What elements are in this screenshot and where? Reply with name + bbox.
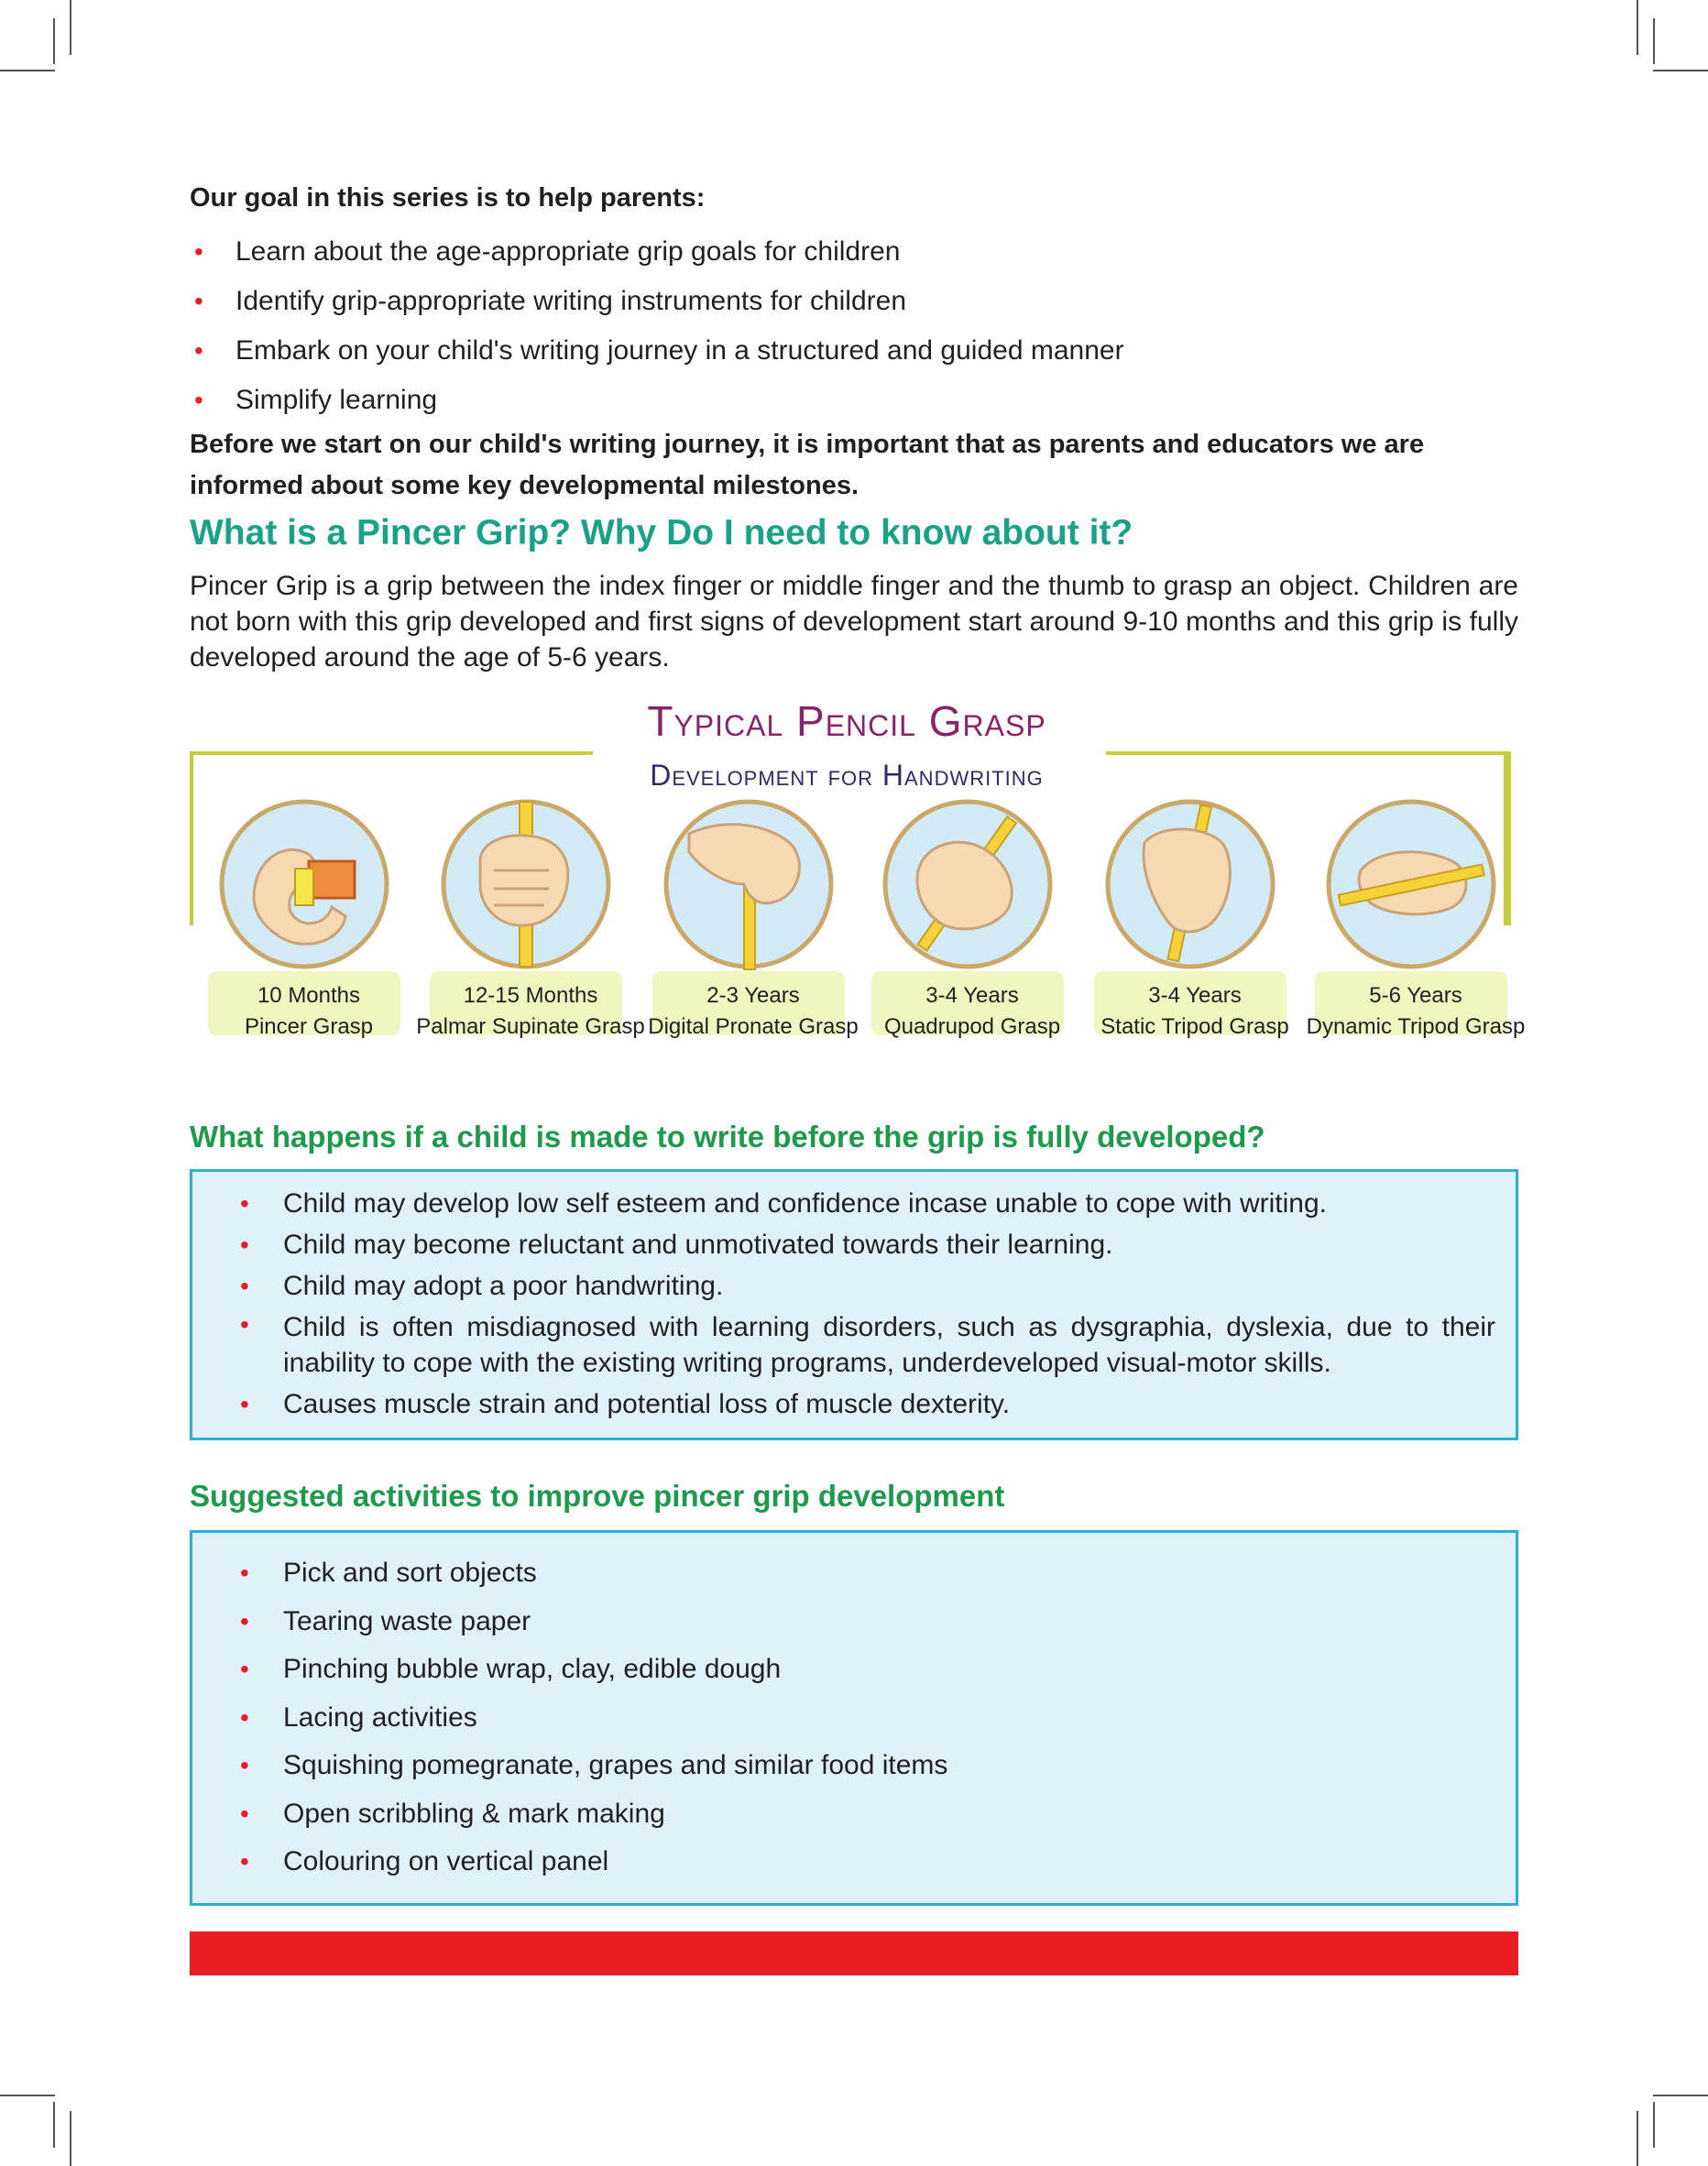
bullet-icon: •: [240, 1606, 249, 1635]
bullet-icon: •: [240, 1231, 249, 1259]
consequences-box: [190, 1169, 1518, 1440]
list-item: • Embark on your child's writing journey in a structured and guided manner: [190, 326, 1124, 376]
bullet-icon: •: [240, 1751, 249, 1779]
static-tripod-icon: [1103, 797, 1277, 971]
crop-mark: [1653, 2095, 1708, 2096]
crop-mark: [70, 0, 71, 55]
list-item: • Learn about the age-appropriate grip goals for children: [190, 227, 1124, 277]
grasp-stage: [862, 797, 1082, 1099]
cube-pinch-icon: [217, 797, 391, 971]
crop-mark: [1637, 0, 1638, 55]
consequences-list: [192, 1183, 1516, 1425]
bullet-icon: •: [240, 1702, 249, 1732]
pronate-grasp-icon: [662, 797, 836, 971]
bullet-icon: •: [240, 1390, 249, 1418]
crop-mark: [53, 18, 55, 64]
list-item: • Tearing waste paper: [192, 1598, 1516, 1646]
bullet-icon: •: [240, 1189, 249, 1218]
bullet-icon: •: [240, 1655, 249, 1683]
fist-grasp-icon: [439, 797, 613, 971]
quadrupod-grasp-icon: [881, 797, 1055, 971]
list-item: • Child may become reluctant and unmotivated towards their learning.: [192, 1224, 1516, 1265]
list-item: • Child is often misdiagnosed with learning disorders, such as dysgraphia, dyslexia, due to their inability to cope with the existing writing programs, underdeveloped visual-motor skills.: [192, 1307, 1516, 1384]
infographic-title: Typical Pencil Grasp: [647, 697, 1046, 745]
activities-list: [192, 1549, 1516, 1887]
bullet-icon: •: [240, 1559, 249, 1587]
grasp-stage: [643, 797, 863, 1099]
list-item: • Simplify learning: [190, 376, 1124, 425]
crop-mark: [0, 70, 55, 71]
bullet-icon: •: [194, 336, 203, 365]
list-item: • Child may develop low self esteem and confidence incase unable to cope with writing.: [192, 1183, 1516, 1224]
list-item: • Pinching bubble wrap, clay, edible dough: [192, 1646, 1516, 1694]
list-item: • Identify grip-appropriate writing instruments for children: [190, 277, 1124, 326]
crop-mark: [1653, 70, 1708, 71]
grasp-stage: [1306, 797, 1526, 1099]
dynamic-tripod-icon: [1324, 797, 1498, 971]
crop-mark: [53, 2102, 55, 2148]
stage-label: 10 Months Pincer Grasp: [244, 983, 374, 1039]
stage-label: 2-3 Years Digital Pronate Grasp: [648, 983, 859, 1039]
grasp-stage: [1085, 797, 1305, 1099]
footer-bar: [190, 1931, 1518, 1975]
crop-mark: [1653, 18, 1655, 64]
grasp-infographic: [190, 696, 1526, 1099]
bullet-icon: •: [194, 237, 203, 266]
crop-mark: [0, 2095, 55, 2096]
bullet-icon: •: [240, 1847, 249, 1876]
stage-label: 3-4 Years Static Tripod Grasp: [1100, 983, 1289, 1039]
bullet-icon: •: [240, 1310, 249, 1339]
grasp-stage: [416, 797, 645, 1099]
list-item: • Lacing activities: [192, 1694, 1516, 1743]
infographic-subtitle: Development for Handwriting: [650, 759, 1044, 792]
pincer-paragraph: Pincer Grip is a grip between the index finger or middle finger and the thumb to grasp an object. Children are not born with this grip developed and first signs of development start around 9-10 months and this grip is fully developed around the age of 5-6 years.: [190, 571, 1518, 673]
stage-label: 12-15 Months Palmar Supinate Grasp: [416, 983, 645, 1039]
list-item: • Child may adopt a poor handwriting.: [192, 1265, 1516, 1307]
crop-mark: [1653, 2102, 1655, 2148]
goal-heading: Our goal in this series is to help parents:: [190, 183, 706, 213]
bullet-icon: •: [194, 287, 203, 315]
grasp-stage: [199, 797, 419, 1099]
consequences-heading: What happens if a child is made to write before the grip is fully developed?: [190, 1120, 1265, 1154]
goal-list: [190, 227, 1124, 425]
list-item: • Colouring on vertical panel: [192, 1838, 1516, 1887]
activities-box: [190, 1530, 1518, 1906]
list-item: • Pick and sort objects: [192, 1549, 1516, 1598]
intro-paragraph: Before we start on our child's writing journey, it is important that as parents and educators we are informed about some key developmental milestones.: [190, 430, 1425, 500]
crop-mark: [1637, 2111, 1638, 2166]
bullet-icon: •: [240, 1799, 249, 1828]
list-item: • Causes muscle strain and potential loss of muscle dexterity.: [192, 1384, 1516, 1425]
stage-label: 5-6 Years Dynamic Tripod Grasp: [1306, 983, 1526, 1039]
crop-mark: [70, 2111, 71, 2166]
bullet-icon: •: [240, 1272, 249, 1300]
list-item: • Squishing pomegranate, grapes and similar food items: [192, 1742, 1516, 1790]
activities-heading: Suggested activities to improve pincer grip development: [190, 1479, 1005, 1513]
list-item: • Open scribbling & mark making: [192, 1790, 1516, 1839]
pincer-heading: What is a Pincer Grip? Why Do I need to know about it?: [190, 513, 1133, 552]
bullet-icon: •: [194, 386, 203, 414]
stage-label: 3-4 Years Quadrupod Grasp: [883, 983, 1061, 1039]
